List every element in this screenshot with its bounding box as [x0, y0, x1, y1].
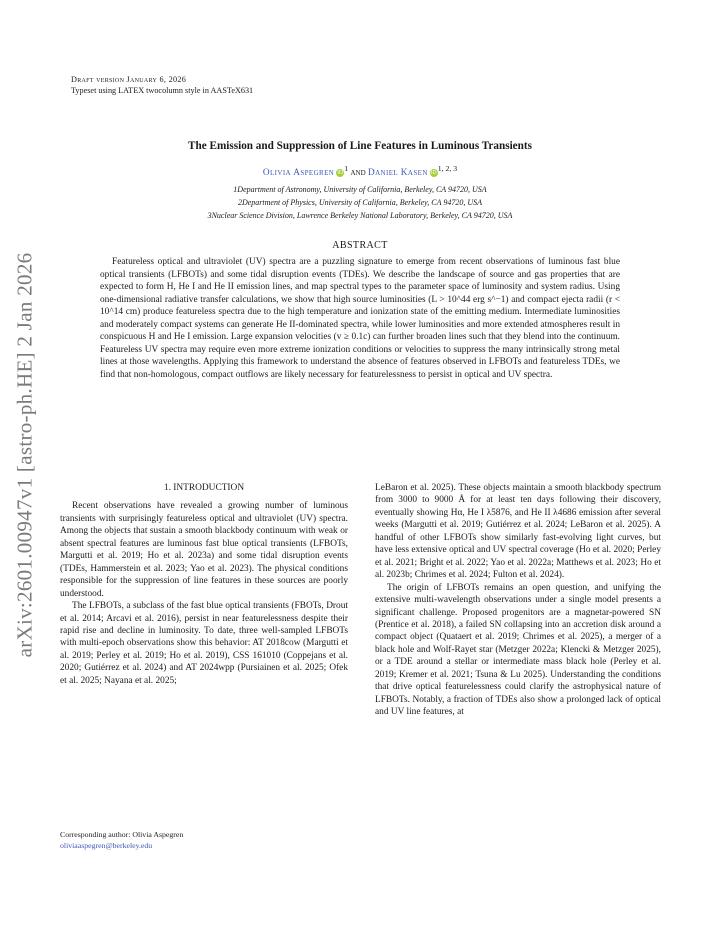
paragraph: The LFBOTs, a subclass of the fast blue optical transients (FBOTs, Drout et al. 2014; Arcavi et al. 2016), persist in near featurelessness despite their rapid rise and decline in luminosity. To date, three well-sampled LFBOTs with multi-epoch observations show this behavior: AT 2018cow (Margutti et al. 2019; Perley et al. 2019; Ho et al. 2019), CSS 161010 (Coppejans et al. 2020; Gutiérrez et al. 2024) and AT 2024wpp (Pursiainen et al. 2025; Ofek et al. 2025; Nayana et al. 2025; [60, 601, 348, 686]
abstract-text: Featureless optical and ultraviolet (UV) spectra are a puzzling signature to emerge from recent observations of luminous fast blue optical transients (LFBOTs) and some tidal disruption events (TDEs). We describe the landscape of source and gas properties that are expected to form H, He I and He II emission lines, and map spectral types to the parameter space of luminosity and system radius. Using one-dimensional radiative transfer calculations, we show that high source luminosities (L > 10^44 erg s^−1) and compact ejecta radii (r < 10^14 cm) produce featureless spectra due to the high temperature and ionization state of the emitting medium. Intermediate luminosities and moderately compact systems can generate He II-dominated spectra, while lower luminosities and more extended atmospheres result in conspicuous H and He I emission. Large expansion velocities (v ≥ 0.1c) can further broaden lines such that they blend into the continuum. Featureless UV spectra may require even more extreme ionization conditions or velocities to suppress the many intrinsically strong metal lines at those wavelengths. Applying this framework to understand the absence of features observed in LFBOTs and featureless TDEs, we find that non-homologous, compact outflows are likely necessary for featurelessness to persist in optical and UV spectra. [100, 257, 620, 380]
draft-header [71, 74, 253, 96]
author-separator: and [350, 168, 366, 179]
affiliation: 2Department of Physics, University of California, Berkeley, CA 94720, USA [237, 198, 483, 207]
right-column [375, 482, 661, 719]
abstract-body [100, 256, 620, 381]
abstract-heading: ABSTRACT [332, 240, 388, 251]
email-link[interactable]: oliviaaspegren@berkeley.edu [60, 841, 153, 850]
arxiv-identifier: arXiv:2601.00947v1 [astro-ph.HE] 2 Jan 2026 [12, 252, 37, 658]
typeset-note: Typeset using LATEX twocolumn style in AASTeX631 [71, 86, 254, 95]
author-list [60, 164, 660, 178]
paper-title: The Emission and Suppression of Line Features in Luminous Transients [188, 140, 532, 152]
arxiv-sidebar [10, 240, 40, 670]
author-affiliation-mark: 1, 2, 3 [437, 164, 458, 173]
paragraph: Recent observations have revealed a growing number of luminous transients with surprisingly featureless optical and ultraviolet (UV) spectra. Among the objects that sustain a smooth blackbody continuum with weak or absent spectral features are luminous fast blue optical transients (LFBOTs, Margutti et al. 2019; Ho et al. 2023a) and some tidal disruption events (TDEs, Hammerstein et al. 2023; Yao et al. 2023). The physical conditions responsible for the suppression of line features in these sources are poorly understood. [60, 501, 348, 599]
draft-version: Draft version January 6, 2026 [71, 75, 187, 84]
paragraph: LeBaron et al. 2025). These objects maintain a smooth blackbody spectrum from 3000 to 9000 Å for at least ten days following their discovery, eventually showing Hα, He I λ5876, and He II λ4686 emission after several weeks (Margutti et al. 2019; Gutiérrez et al. 2024; LeBaron et al. 2025). A handful of other LFBOTs show similarly fast-evolving light curves, but have less extensive optical and UV spectral coverage (Ho et al. 2020; Perley et al. 2021; Bright et al. 2022; Yao et al. 2022a; Matthews et al. 2023; Ho et al. 2023b; Chrimes et al. 2024; Fulton et al. 2024). [375, 483, 661, 581]
author-name[interactable]: Olivia Aspegren [262, 168, 335, 179]
affiliation: 1Department of Astronomy, University of California, Berkeley, CA 94720, USA [233, 185, 487, 194]
author-name[interactable]: Daniel Kasen [367, 168, 428, 179]
orcid-icon[interactable]: iD [337, 170, 344, 177]
affiliation: 3Nuclear Science Division, Lawrence Berkeley National Laboratory, Berkeley, CA 94720, USA [207, 211, 513, 220]
orcid-icon[interactable]: iD [430, 170, 437, 177]
left-column [60, 482, 348, 687]
paragraph: The origin of LFBOTs remains an open question, and unifying the extensive multi-wavelength observations under a single model presents a significant challenge. Proposed progenitors are a magnetar-powered SN (Prentice et al. 2018), a failed SN collapsing into an accretion disk around a compact object (Quataert et al. 2019; Chrimes et al. 2025), a merger of a black hole and Wolf-Rayet star (Metzger 2022a; Klencki & Metzger 2025), or a TDE around a stellar or intermediate mass black hole (Perley et al. 2019; Kremer et al. 2021; Tsuna & Lu 2025). Understanding the conditions that drive optical featurelessness could clarify the astrophysical nature of LFBOTs. Notably, a fraction of TDEs also show a prolonged lack of optical and UV line features, at [375, 582, 661, 718]
corresponding-author: Corresponding author: Olivia Aspegren [60, 830, 184, 839]
author-affiliation-mark: 1 [344, 164, 349, 173]
footnote [60, 829, 348, 851]
section-heading: 1. INTRODUCTION [163, 483, 245, 493]
